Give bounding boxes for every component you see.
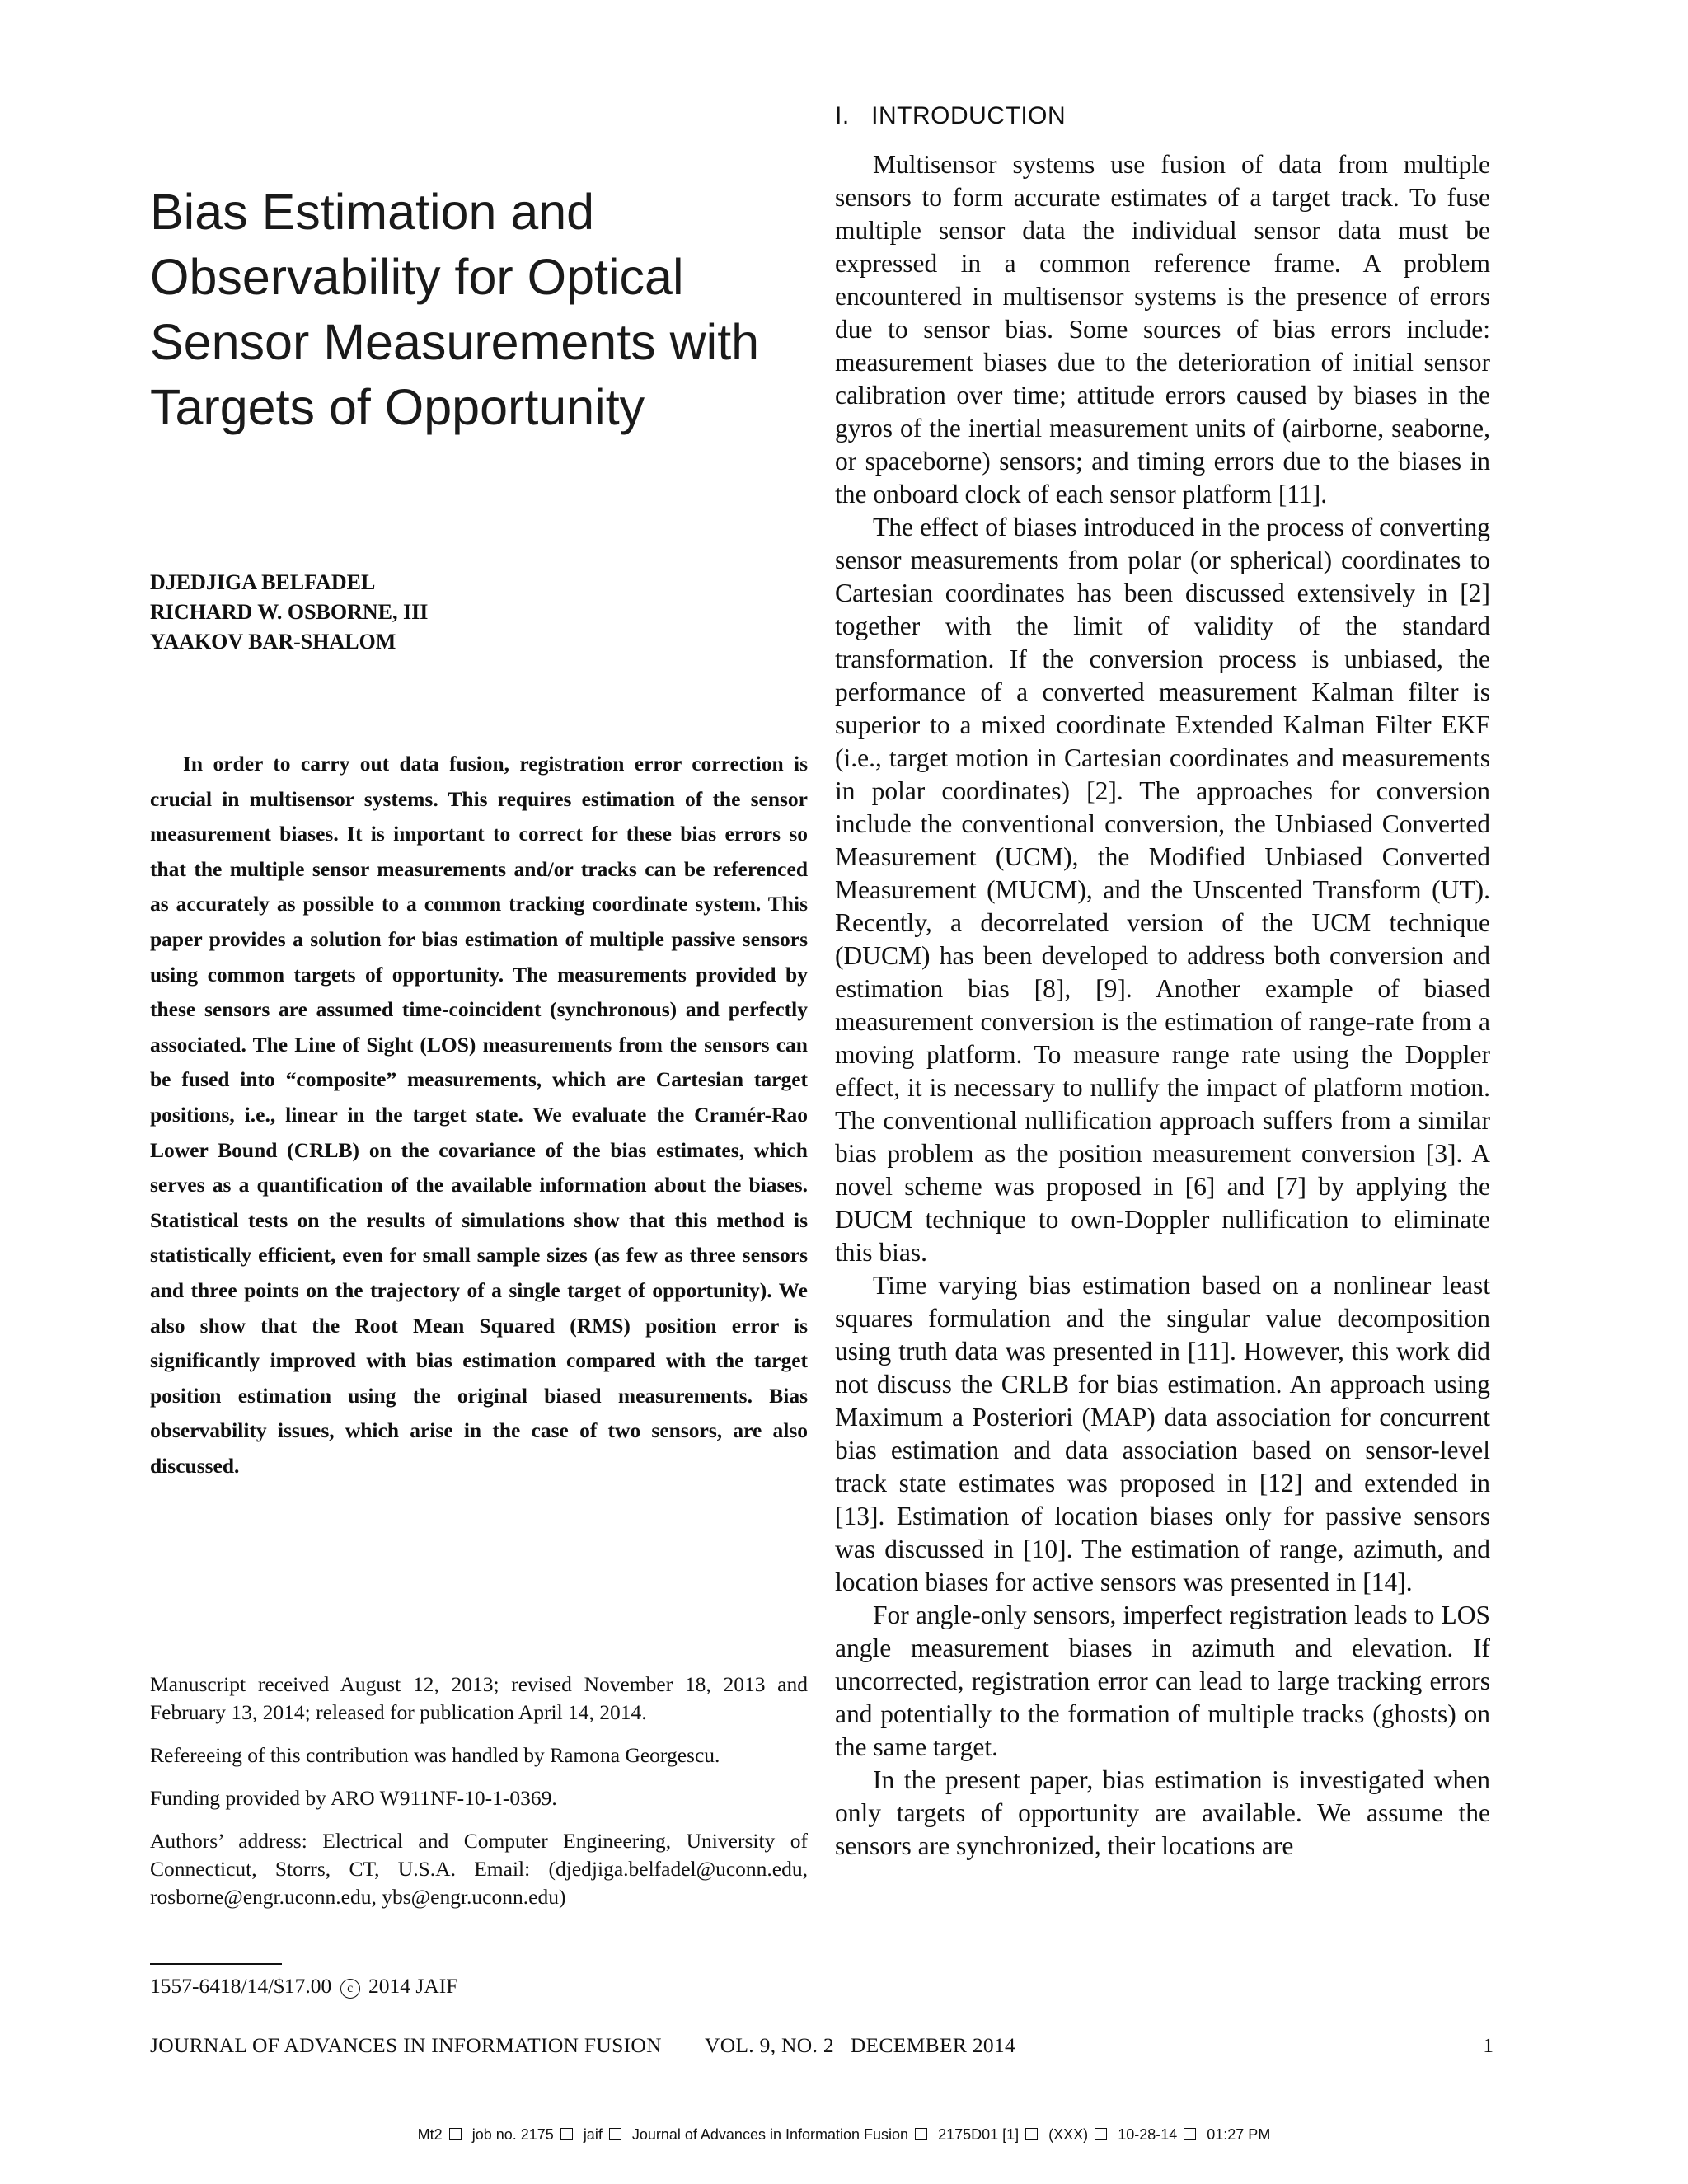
issn-line	[150, 1972, 808, 2000]
issn-price: 1557-6418/14/$17.00	[150, 1974, 332, 1998]
job-field: jaif	[583, 2126, 603, 2143]
separator-box-icon	[609, 2128, 621, 2140]
volume-issue-date: VOL. 9, NO. 2 DECEMBER 2014	[705, 2033, 1016, 2057]
introduction-body	[835, 148, 1490, 1863]
section-heading: I. INTRODUCTION	[835, 102, 1067, 129]
footnote-rule	[150, 1963, 282, 1965]
separator-box-icon	[1184, 2128, 1196, 2140]
job-field: Journal of Advances in Information Fusion	[631, 2126, 909, 2143]
body-paragraph: In the present paper, bias estimation is investigated when only targets of opportunity are available. We assume the sensors are synchronized, their locations are	[835, 1765, 1490, 1860]
job-field: 2175D01 [1]	[938, 2126, 1020, 2143]
page-number: 1	[1483, 2033, 1493, 2057]
body-paragraph: The effect of biases introduced in the process of converting sensor measurements from polar (or spherical) coordinates to Cartesian coordinates has been discussed extensively in [2] together with the limit of validity of the standard transformation. If the conversion process is unbiased, the performance of a converted measurement Kalman filter is superior to a mixed coordinate Extended Kalman Filter EKF (i.e., target motion in Cartesian coordinates and measurements in polar coordinates) [2]. The approaches for conversion include the conventional conversion, the Unbiased Converted Measurement (UCM), the Modified Unbiased Converted Measurement (MUCM), and the Unscented Transform (UT). Recently, a decorrelated version of the UCM technique (DUCM) has been developed to address both conversion and estimation bias [8], [9]. Another example of biased measurement conversion is the estimation of range-rate from a moving platform. To measure range rate using the Doppler effect, it is necessary to nullify the impact of platform motion. The conventional nullification approach suffers from a similar bias problem as the position measurement conversion [3]. A novel scheme was proposed in [6] and [7] by applying the DUCM technique to own-Doppler nullification to eliminate this bias.	[835, 513, 1490, 1267]
body-paragraph: Time varying bias estimation based on a nonlinear least squares formulation and the singular value decomposition using truth data was presented in [11]. However, this work did not discuss the CRLB for bias estimation. An approach using Maximum a Posteriori (MAP) data association for concurrent bias estimation and data association based on sensor-level track state estimates was proposed in [12] and extended in [13]. Estimation of location biases only for passive sensors was discussed in [10]. The estimation of range, azimuth, and location biases for active sensors was presented in [14].	[835, 1271, 1490, 1596]
separator-box-icon	[915, 2128, 927, 2140]
separator-box-icon	[1025, 2128, 1038, 2140]
job-field: job no. 2175	[471, 2126, 554, 2143]
abstract: In order to carry out data fusion, registration error correction is crucial in multisensor systems. This requires estimation of the sensor measurement biases. It is important to correct for these bias errors so that the multiple sensor measurements and/or tracks can be referenced as accurately as possible to a common tracking coordinate system. This paper provides a solution for bias estimation of multiple passive sensors using common targets of opportunity. The measurements provided by these sensors are assumed time-coincident (synchronous) and perfectly associated. The Line of Sight (LOS) measurements from the sensors can be fused into “composite” measurements, which are Cartesian target positions, i.e., linear in the target state. We evaluate the Cramér-Rao Lower Bound (CRLB) on the covariance of the bias estimates, which serves as a quantification of the available information about the biases. Statistical tests on the results of simulations show that this method is statistically efficient, even for small sample sizes (as few as three sensors and three points on the trajectory of a single target of opportunity). We also show that the Root Mean Squared (RMS) position error is significantly improved with bias estimation compared with the target position estimation using the original biased measurements. Bias observability issues, which arise in the case of two sensors, are also discussed.	[150, 752, 808, 1478]
job-field: Mt2	[417, 2126, 443, 2143]
paper-title: Bias Estimation and Observability for Optical Sensor Measurements with Targets of Opportunity	[150, 184, 760, 435]
body-paragraph: For angle-only sensors, imperfect registration leads to LOS angle measurement biases in azimuth and elevation. If uncorrected, registration error can lead to large tracking errors and potentially to the formation of multiple tracks (ghosts) on the same target.	[835, 1601, 1490, 1761]
body-paragraph: Multisensor systems use fusion of data from multiple sensors to form accurate estimates of a target track. To fuse multiple sensor data the individual sensor data must be expressed in a common reference frame. A problem encountered in multisensor systems is the presence of errors due to sensor bias. Some sources of bias errors include: measurement biases due to the deterioration of initial sensor calibration over time; attitude errors caused by biases in the gyros of the inertial measurement units of (airborne, seaborne, or spaceborne) sensors; and timing errors due to the biases in the onboard clock of each sensor platform [11].	[835, 150, 1490, 509]
job-field: 01:27 PM	[1207, 2126, 1271, 2143]
author-name: DJEDJIGA BELFADEL	[150, 570, 376, 594]
manuscript-history: Manuscript received August 12, 2013; revised November 18, 2013 and February 13, 2014; released for publication April 14, 2014.	[150, 1672, 808, 1724]
running-footer	[150, 2029, 1493, 2062]
author-name: YAAKOV BAR-SHALOM	[150, 630, 396, 654]
job-field: 10-28-14	[1118, 2126, 1178, 2143]
first-page-footnotes	[150, 1671, 808, 1926]
author-name: RICHARD W. OSBORNE, III	[150, 600, 429, 624]
funding-note: Funding provided by ARO W911NF-10-1-0369.	[150, 1786, 557, 1810]
separator-box-icon	[449, 2128, 462, 2140]
job-field: (XXX)	[1048, 2126, 1089, 2143]
copyright-icon: c	[340, 1979, 360, 1999]
refereeing-note: Refereeing of this contribution was handled by Ramona Georgescu.	[150, 1743, 720, 1767]
separator-box-icon	[1095, 2128, 1107, 2140]
author-list	[150, 568, 776, 657]
copyright-holder: 2014 JAIF	[368, 1974, 458, 1998]
authors-address: Authors’ address: Electrical and Computer Engineering, University of Connecticut, Storrs, CT, U.S.A. Email: (djedjiga.belfadel@uconn.edu, rosborne@engr.uconn.edu, ybs@engr.uconn.edu)	[150, 1829, 808, 1909]
separator-box-icon	[560, 2128, 573, 2140]
journal-name: JOURNAL OF ADVANCES IN INFORMATION FUSION	[150, 2033, 662, 2057]
printer-job-line	[0, 2125, 1688, 2144]
